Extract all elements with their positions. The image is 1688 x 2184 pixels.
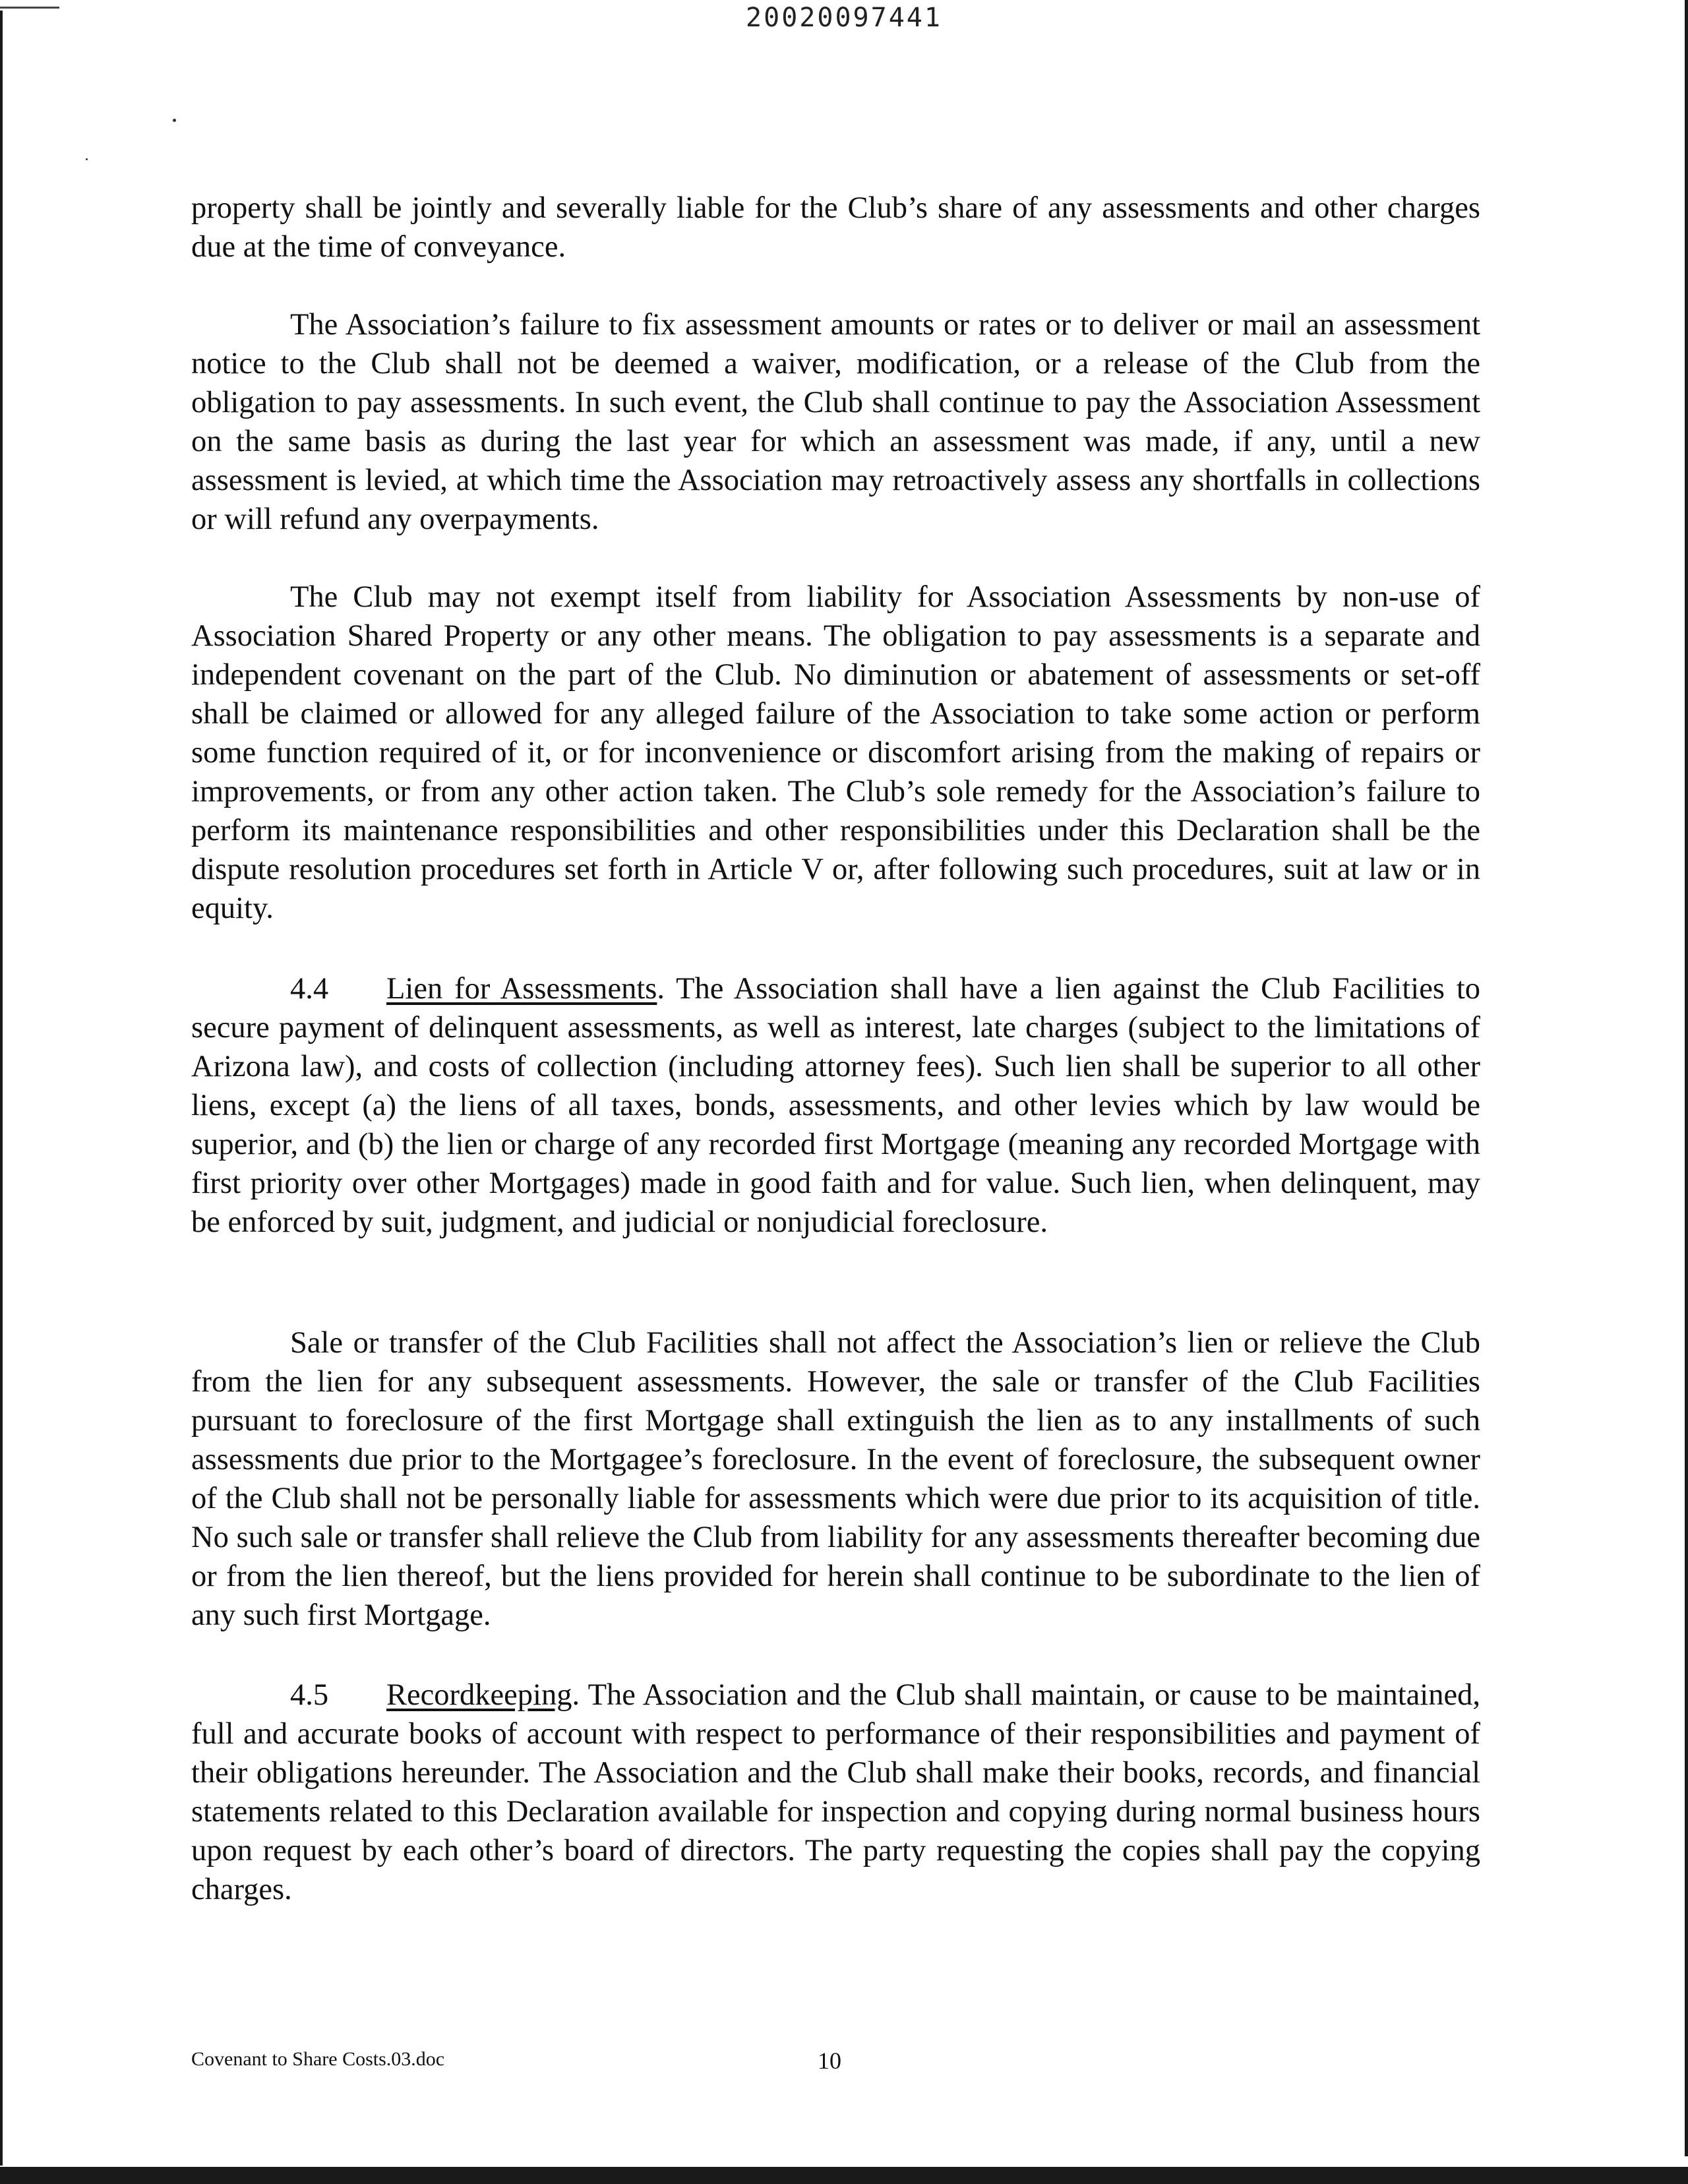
paragraph-text: property shall be jointly and severally liable for the Club’s share of any assessments and other charges due at the time of conveyance. (191, 191, 1480, 264)
section-4-5 (191, 1676, 1480, 1909)
paragraph-sale-transfer (191, 1323, 1480, 1635)
scan-speck (173, 119, 176, 122)
scan-border-left (0, 11, 3, 2166)
footer-filename: Covenant to Share Costs.03.doc (191, 2048, 445, 2070)
section-paragraph (191, 1676, 1480, 1909)
section-number: 4.5 (290, 1678, 329, 1712)
section-title: Recordkeeping (386, 1678, 572, 1712)
section-4-4 (191, 969, 1480, 1242)
paragraph-continuation (191, 189, 1480, 266)
paragraph-text: Sale or transfer of the Club Facilities shall not affect the Association’s lien or relieve the Club from the lien for any subsequent assessments. However, the sale or transfer of the Club Facilities pursuant to foreclosure of the first Mortgage shall extinguish the lien as to any installments of such assessments due prior to the Mortgagee’s foreclosure. In the event of foreclosure, the subsequent owner of the Club shall not be personally liable for assessments which were due prior to its acquisition of title. No such sale or transfer shall relieve the Club from liability for any assessments thereafter becoming due or from the lien thereof, but the liens provided for herein shall continue to be subordinate to the lien of any such first Mortgage. (191, 1326, 1480, 1632)
paragraph-text: The Association’s failure to fix assessment amounts or rates or to deliver or mail an assessment notice to the Club shall not be deemed a waiver, modification, or a release of the Club from the obligation to pay assessments. In such event, the Club shall continue to pay the Association Assessment on the same basis as during the last year for which an assessment was made, if any, until a new assessment is levied, at which time the Association may retroactively assess any shortfalls in collections or will refund any overpayments. (191, 308, 1480, 536)
paragraph-no-exemption (191, 578, 1480, 928)
section-number: 4.4 (290, 972, 329, 1006)
section-paragraph (191, 969, 1480, 1242)
scan-border-bottom (0, 2167, 1688, 2184)
paragraph-assessment-failure (191, 305, 1480, 539)
section-title: Lien for Assessments (386, 972, 657, 1006)
scan-border-right (1685, 0, 1688, 2156)
section-body: . The Association shall have a lien against the Club Facilities to secure payment of delinquent assessments, as well as interest, late charges (subject to the limitations of Arizona law), and costs of collection (including attorney fees). Such lien shall be superior to all other liens, except (a) the liens of all taxes, bonds, assessments, and other levies which by law would be superior, and (b) the lien or charge of any recorded first Mortgage (meaning any recorded Mortgage with first priority over other Mortgages) made in good faith and for value. Such lien, when delinquent, may be enforced by suit, judgment, and judicial or nonjudicial foreclosure. (191, 972, 1481, 1239)
section-body: . The Association and the Club shall maintain, or cause to be maintained, full and accurate books of account with respect to performance of their responsibilities and payment of their obligations hereunder. The Association and the Club shall make their books, records, and financial statements related to this Declaration available for inspection and copying during normal business hours upon request by each other’s board of directors. The party requesting the copies shall pay the copying charges. (191, 1678, 1480, 1906)
paragraph-text: The Club may not exempt itself from liability for Association Assessments by non-use of Association Shared Property or any other means. The obligation to pay assessments is a separate and independent covenant on the part of the Club. No diminution or abatement of assessments or set-off shall be claimed or allowed for any alleged failure of the Association to take some action or perform some function required of it, or for inconvenience or discomfort arising from the making of repairs or improvements, or from any other action taken. The Club’s sole remedy for the Association’s failure to perform its maintenance responsibilities and other responsibilities under this Declaration shall be the dispute resolution procedures set forth in Article V or, after following such procedures, suit at law or in equity. (191, 580, 1480, 925)
scan-speck (86, 158, 88, 160)
recording-number: 20020097441 (746, 3, 942, 33)
page-number: 10 (818, 2048, 841, 2074)
